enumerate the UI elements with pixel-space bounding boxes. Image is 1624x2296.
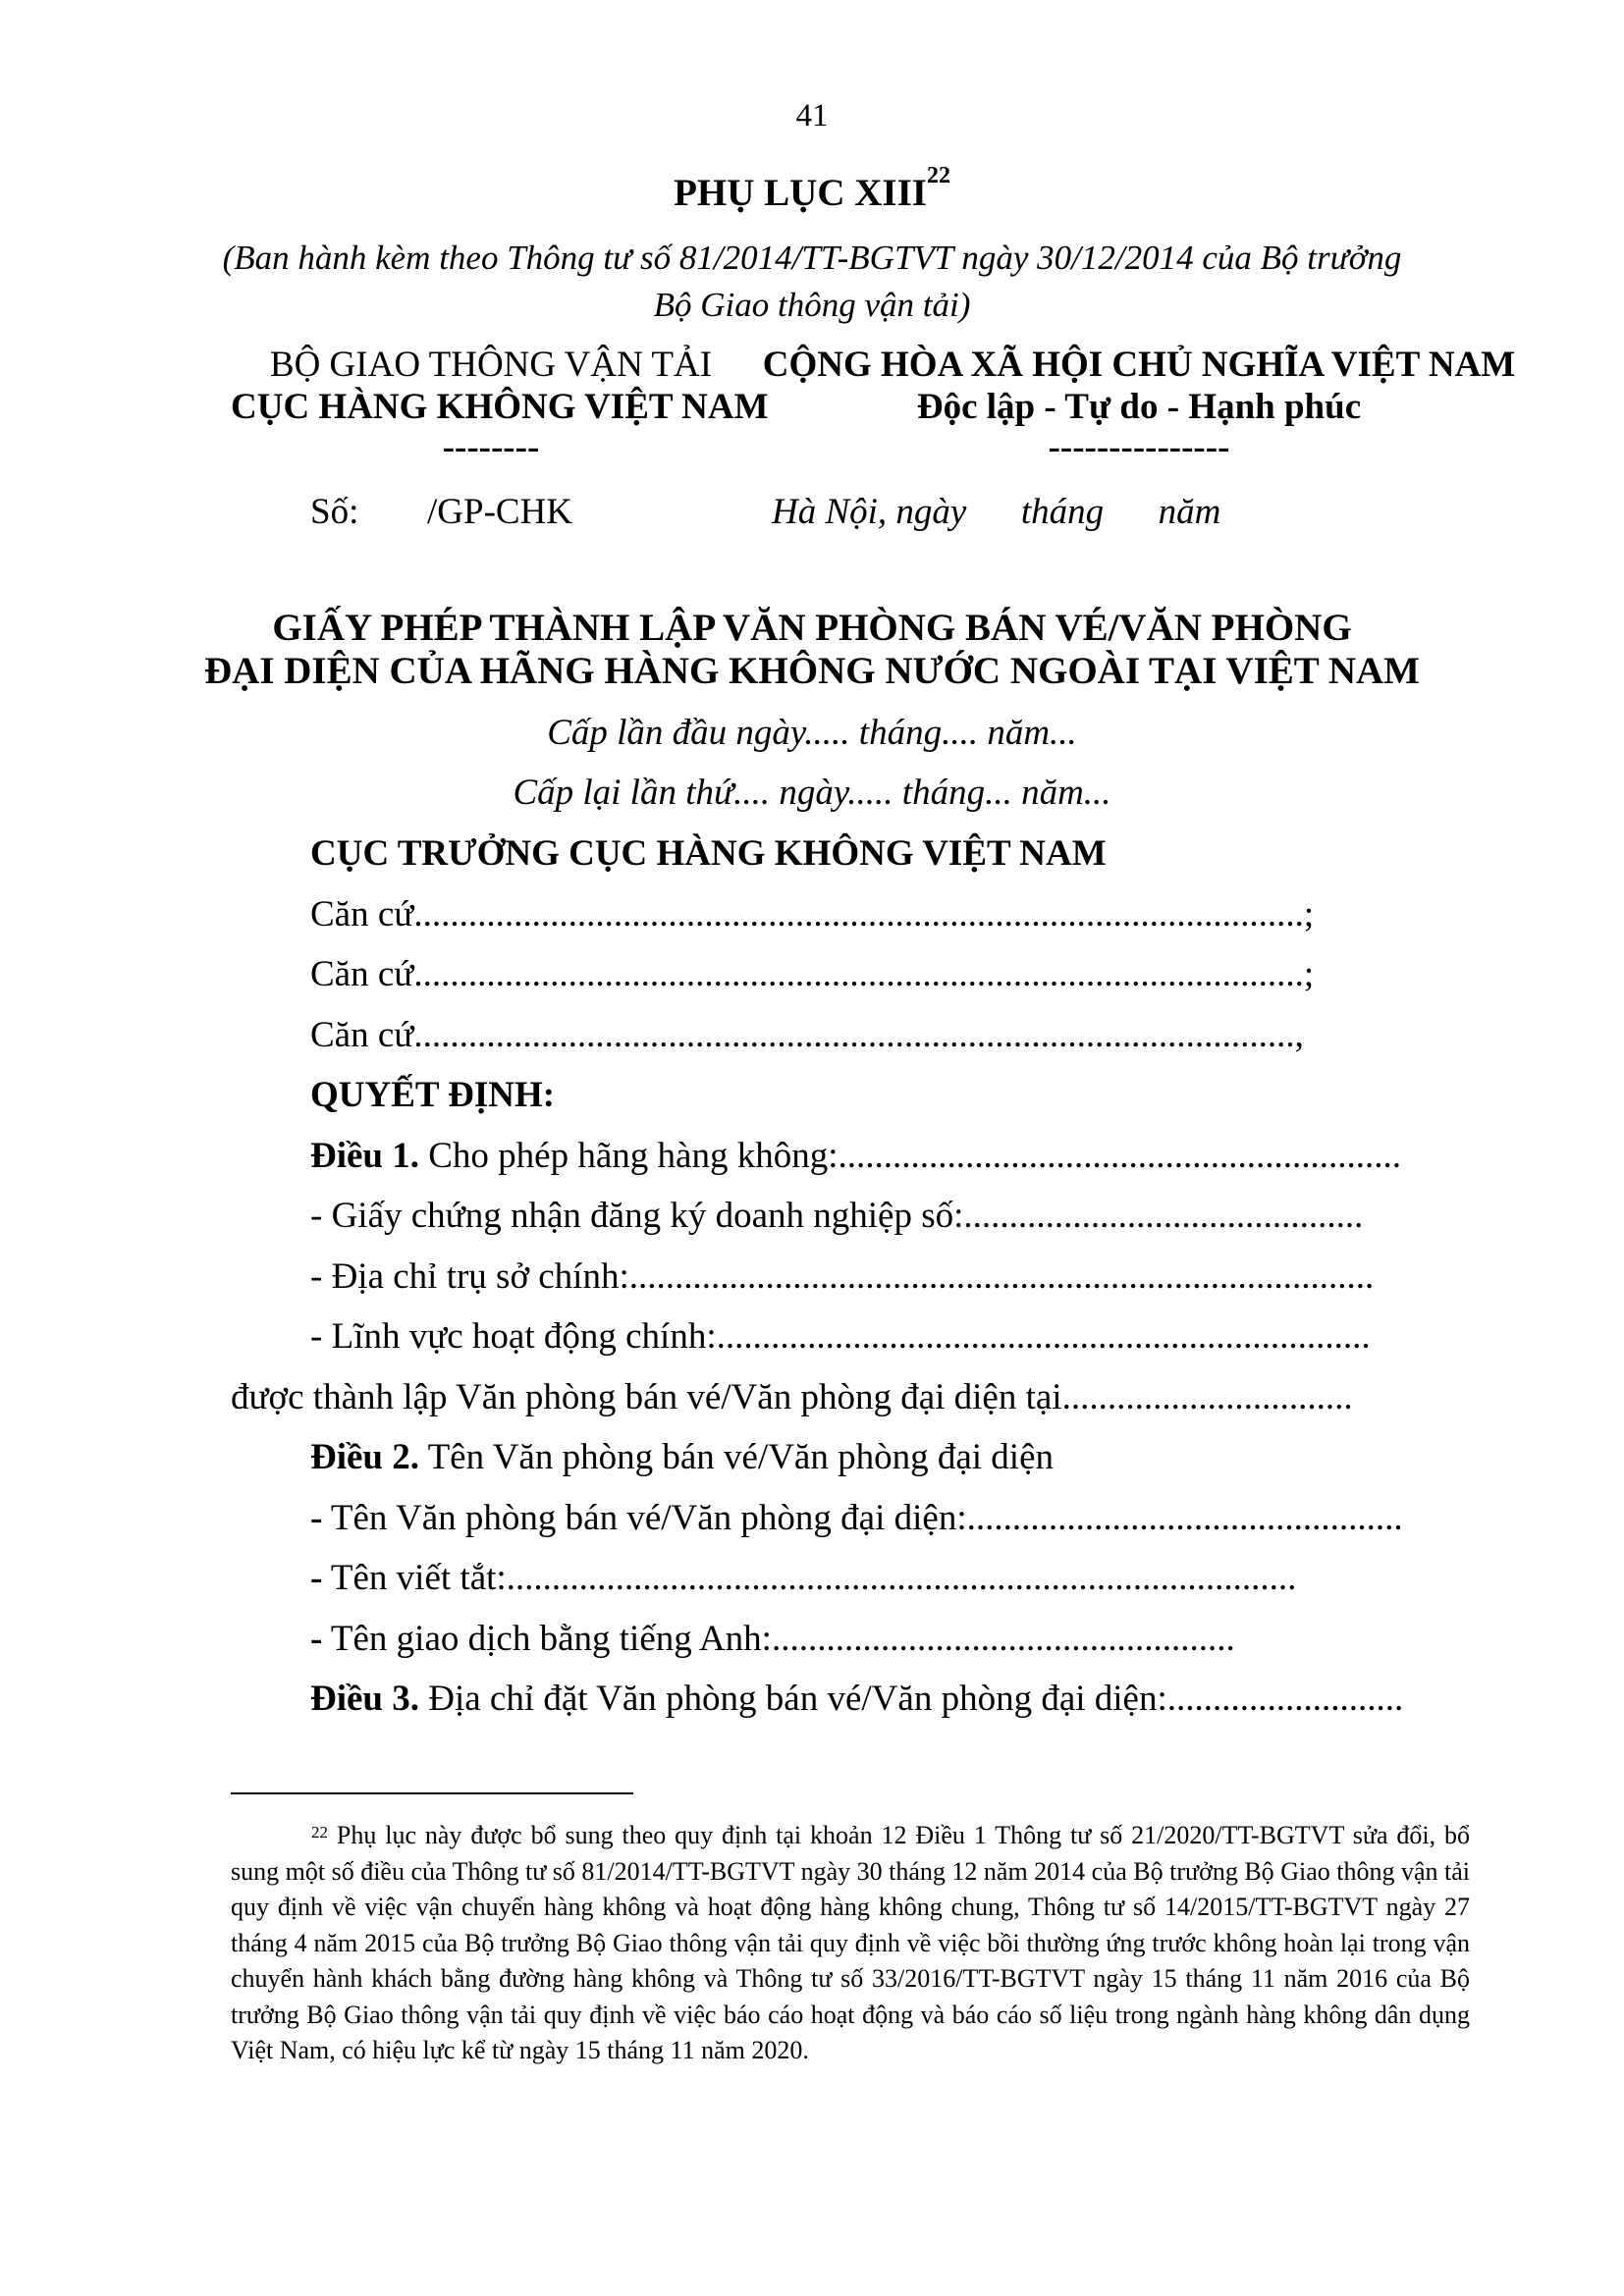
article-1-item-1: - Giấy chứng nhận đăng ký doanh nghiệp số:............................................ <box>310 1196 1364 1236</box>
article-2-item-2 <box>310 1557 1296 1599</box>
footnote-number: 22 <box>311 1823 328 1842</box>
legal-basis-1: Căn cứ..................................................................................................; <box>310 894 1315 934</box>
article-2-item-3-dash: - <box>310 1619 323 1659</box>
document-title-line-2: ĐẠI DIỆN CỦA HÃNG HÀNG KHÔNG NƯỚC NGOÀI TẠI VIỆT NAM <box>203 650 1420 692</box>
place-and-date: Hà Nội, ngày tháng năm <box>772 492 1221 532</box>
document-number-suffix: /GP-CHK <box>427 492 573 532</box>
issued-by-line-2: Bộ Giao thông vận tải) <box>653 286 971 324</box>
article-2-item-3-text: Tên giao dịch bằng tiếng Anh:................................................... <box>322 1619 1235 1659</box>
agency-name: CỤC HÀNG KHÔNG VIỆT NAM <box>231 387 769 427</box>
article-2 <box>310 1436 1054 1478</box>
issued-by-line-1: (Ban hành kèm theo Thông tư số 81/2014/TT-BGTVT ngày 30/12/2014 của Bộ trưởng <box>222 239 1402 277</box>
article-2-item-1 <box>310 1497 1403 1539</box>
article-2-item-3 <box>310 1618 1235 1660</box>
article-3-label: Điều 3. <box>310 1679 419 1719</box>
ministry-name: BỘ GIAO THÔNG VẬN TẢI <box>269 345 713 385</box>
reissue-line: Cấp lại lần thứ.... ngày..... tháng... năm... <box>513 773 1111 813</box>
left-divider: -------- <box>442 427 540 467</box>
document-title-line-1: GIẤY PHÉP THÀNH LẬP VĂN PHÒNG BÁN VÉ/VĂN PHÒNG <box>272 607 1352 649</box>
decision-heading: QUYẾT ĐỊNH: <box>310 1075 556 1115</box>
appendix-title-text: PHỤ LỤC XIII <box>674 172 927 214</box>
appendix-title <box>0 163 1624 215</box>
article-2-item-2-text: Tên viết tắt:....................................................................................... <box>322 1558 1297 1598</box>
legal-basis-2: Căn cứ..................................................................................................; <box>310 954 1315 994</box>
authority-heading: CỤC TRƯỞNG CỤC HÀNG KHÔNG VIỆT NAM <box>310 833 1107 874</box>
footnote <box>231 1818 1470 2069</box>
article-1-item-3: - Lĩnh vực hoạt động chính:........................................................................ <box>310 1316 1371 1357</box>
article-1-item-2: - Địa chỉ trụ sở chính:.................................................................................. <box>310 1256 1375 1297</box>
footnote-separator <box>231 1792 633 1794</box>
article-3-text: Địa chỉ đặt Văn phòng bán vé/Văn phòng đại diện:.......................... <box>419 1679 1404 1719</box>
article-3 <box>310 1678 1403 1720</box>
appendix-footnote-ref[interactable]: 22 <box>926 163 950 188</box>
article-2-item-1-text: Tên Văn phòng bán vé/Văn phòng đại diện:................................................ <box>322 1498 1403 1538</box>
article-1-text: Cho phép hãng hàng không:.............................................................. <box>419 1136 1401 1176</box>
article-1-label: Điều 1. <box>310 1136 419 1176</box>
first-issue-line: Cấp lần đầu ngày..... tháng.... năm... <box>547 713 1077 753</box>
document-number-label: Số: <box>310 492 359 532</box>
right-divider: --------------- <box>1048 427 1230 467</box>
article-2-text: Tên Văn phòng bán vé/Văn phòng đại diện <box>419 1437 1055 1477</box>
national-motto: Độc lập - Tự do - Hạnh phúc <box>916 387 1362 427</box>
article-2-item-2-dash: - <box>310 1558 323 1598</box>
footnote-text: Phụ lục này được bổ sung theo quy định tại khoản 12 Điều 1 Thông tư số 21/2020/TT-BGTVT sửa đổi, bổ sung một số điều của Thông tư số 81/2014/TT-BGTVT ngày 30 tháng 12 năm 2014 của Bộ trưởng Bộ Giao thông vận tải quy định về việc vận chuyển hàng không và hoạt động hàng không chung, Thông tư số 14/2015/TT-BGTVT ngày 27 tháng 4 năm 2015 của Bộ trưởng Bộ Giao thông vận tải quy định về việc bồi thường ứng trước không hoàn lại trong vận chuyển hành khách bằng đường hàng không và Thông tư số 33/2016/TT-BGTVT ngày 15 tháng 11 năm 2016 của Bộ trưởng Bộ Giao thông vận tải quy định về việc báo cáo hoạt động và báo cáo số liệu trong ngành hàng không dân dụng Việt Nam, có hiệu lực kể từ ngày 15 tháng 11 năm 2020. <box>231 1821 1470 2064</box>
article-2-label: Điều 2. <box>310 1437 419 1477</box>
article-1 <box>310 1135 1401 1177</box>
country-name: CỘNG HÒA XÃ HỘI CHỦ NGHĨA VIỆT NAM <box>762 345 1516 385</box>
article-1-continuation: được thành lập Văn phòng bán vé/Văn phòng đại diện tại................................ <box>231 1377 1353 1417</box>
legal-basis-3: Căn cứ................................................................................................., <box>310 1015 1304 1055</box>
page-number: 41 <box>795 98 829 133</box>
article-2-item-1-dash: - <box>310 1498 323 1538</box>
